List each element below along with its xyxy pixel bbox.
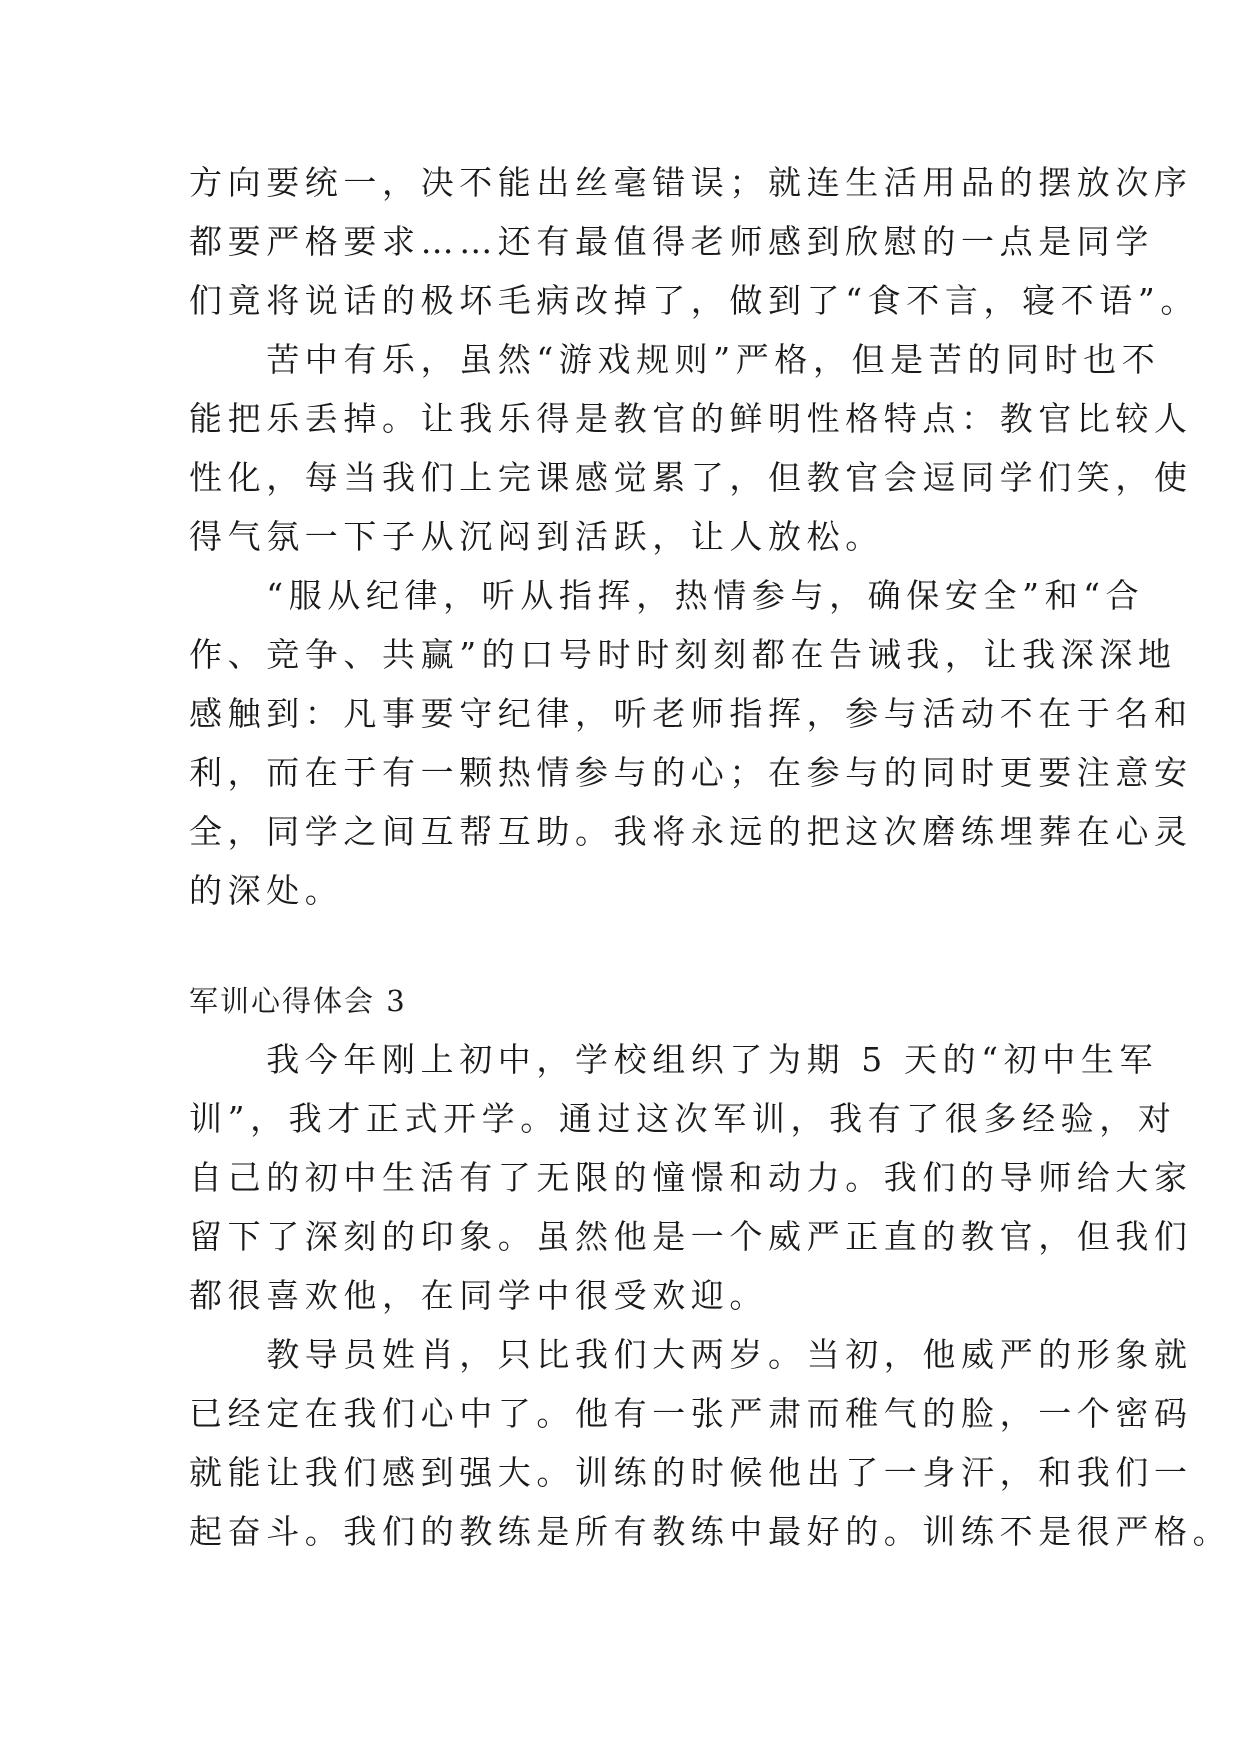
- text-line: 作、竞争、共赢”的口号时时刻刻都在告诫我，让我深深地: [189, 635, 1177, 674]
- text-line: 训”，我才正式开学。通过这次军训，我有了很多经验，对: [189, 1099, 1177, 1138]
- text-line: 已经定在我们心中了。他有一张严肃而稚气的脸，一个密码: [189, 1394, 1193, 1433]
- text-line: 就能让我们感到强大。训练的时候他出了一身汗，和我们一: [189, 1453, 1193, 1492]
- text-line: 教导员姓肖，只比我们大两岁。当初，他威严的形象就: [189, 1335, 1193, 1374]
- text-line: “服从纪律，听从指挥，热情参与，确保安全”和“合: [189, 576, 1145, 615]
- text-line: 们竟将说话的极坏毛病改掉了，做到了“食不言，寝不语”。: [189, 281, 1199, 320]
- text-line: 起奋斗。我们的教练是所有教练中最好的。训练不是很严格。: [189, 1512, 1232, 1551]
- text-line: 利，而在于有一颗热情参与的心；在参与的同时更要注意安: [189, 753, 1193, 792]
- text-line: 我今年刚上初中，学校组织了为期 5 天的“初中生军: [189, 1040, 1159, 1079]
- section-heading: 军训心得体会 3: [189, 984, 407, 1018]
- text-line: 都很喜欢他，在同学中很受欢迎。: [189, 1276, 768, 1315]
- text-line: 苦中有乐，虽然“游戏规则”严格，但是苦的同时也不: [189, 340, 1161, 379]
- text-line: 都要严格要求……还有最值得老师感到欣慰的一点是同学: [189, 222, 1154, 261]
- text-line: 感触到：凡事要守纪律，听老师指挥，参与活动不在于名和: [189, 694, 1193, 733]
- text-line: 得气氛一下子从沉闷到活跃，让人放松。: [189, 517, 884, 556]
- text-line: 留下了深刻的印象。虽然他是一个威严正直的教官，但我们: [189, 1217, 1193, 1256]
- text-line: 自己的初中生活有了无限的憧憬和动力。我们的导师给大家: [189, 1158, 1193, 1197]
- text-line: 的深处。: [189, 871, 344, 910]
- text-line: 方向要统一，决不能出丝毫错误；就连生活用品的摆放次序: [189, 163, 1193, 202]
- text-line: 能把乐丢掉。让我乐得是教官的鲜明性格特点：教官比较人: [189, 399, 1193, 438]
- text-line: 全，同学之间互帮互助。我将永远的把这次磨练埋葬在心灵: [189, 812, 1193, 851]
- text-line: 性化，每当我们上完课感觉累了，但教官会逗同学们笑，使: [189, 458, 1193, 497]
